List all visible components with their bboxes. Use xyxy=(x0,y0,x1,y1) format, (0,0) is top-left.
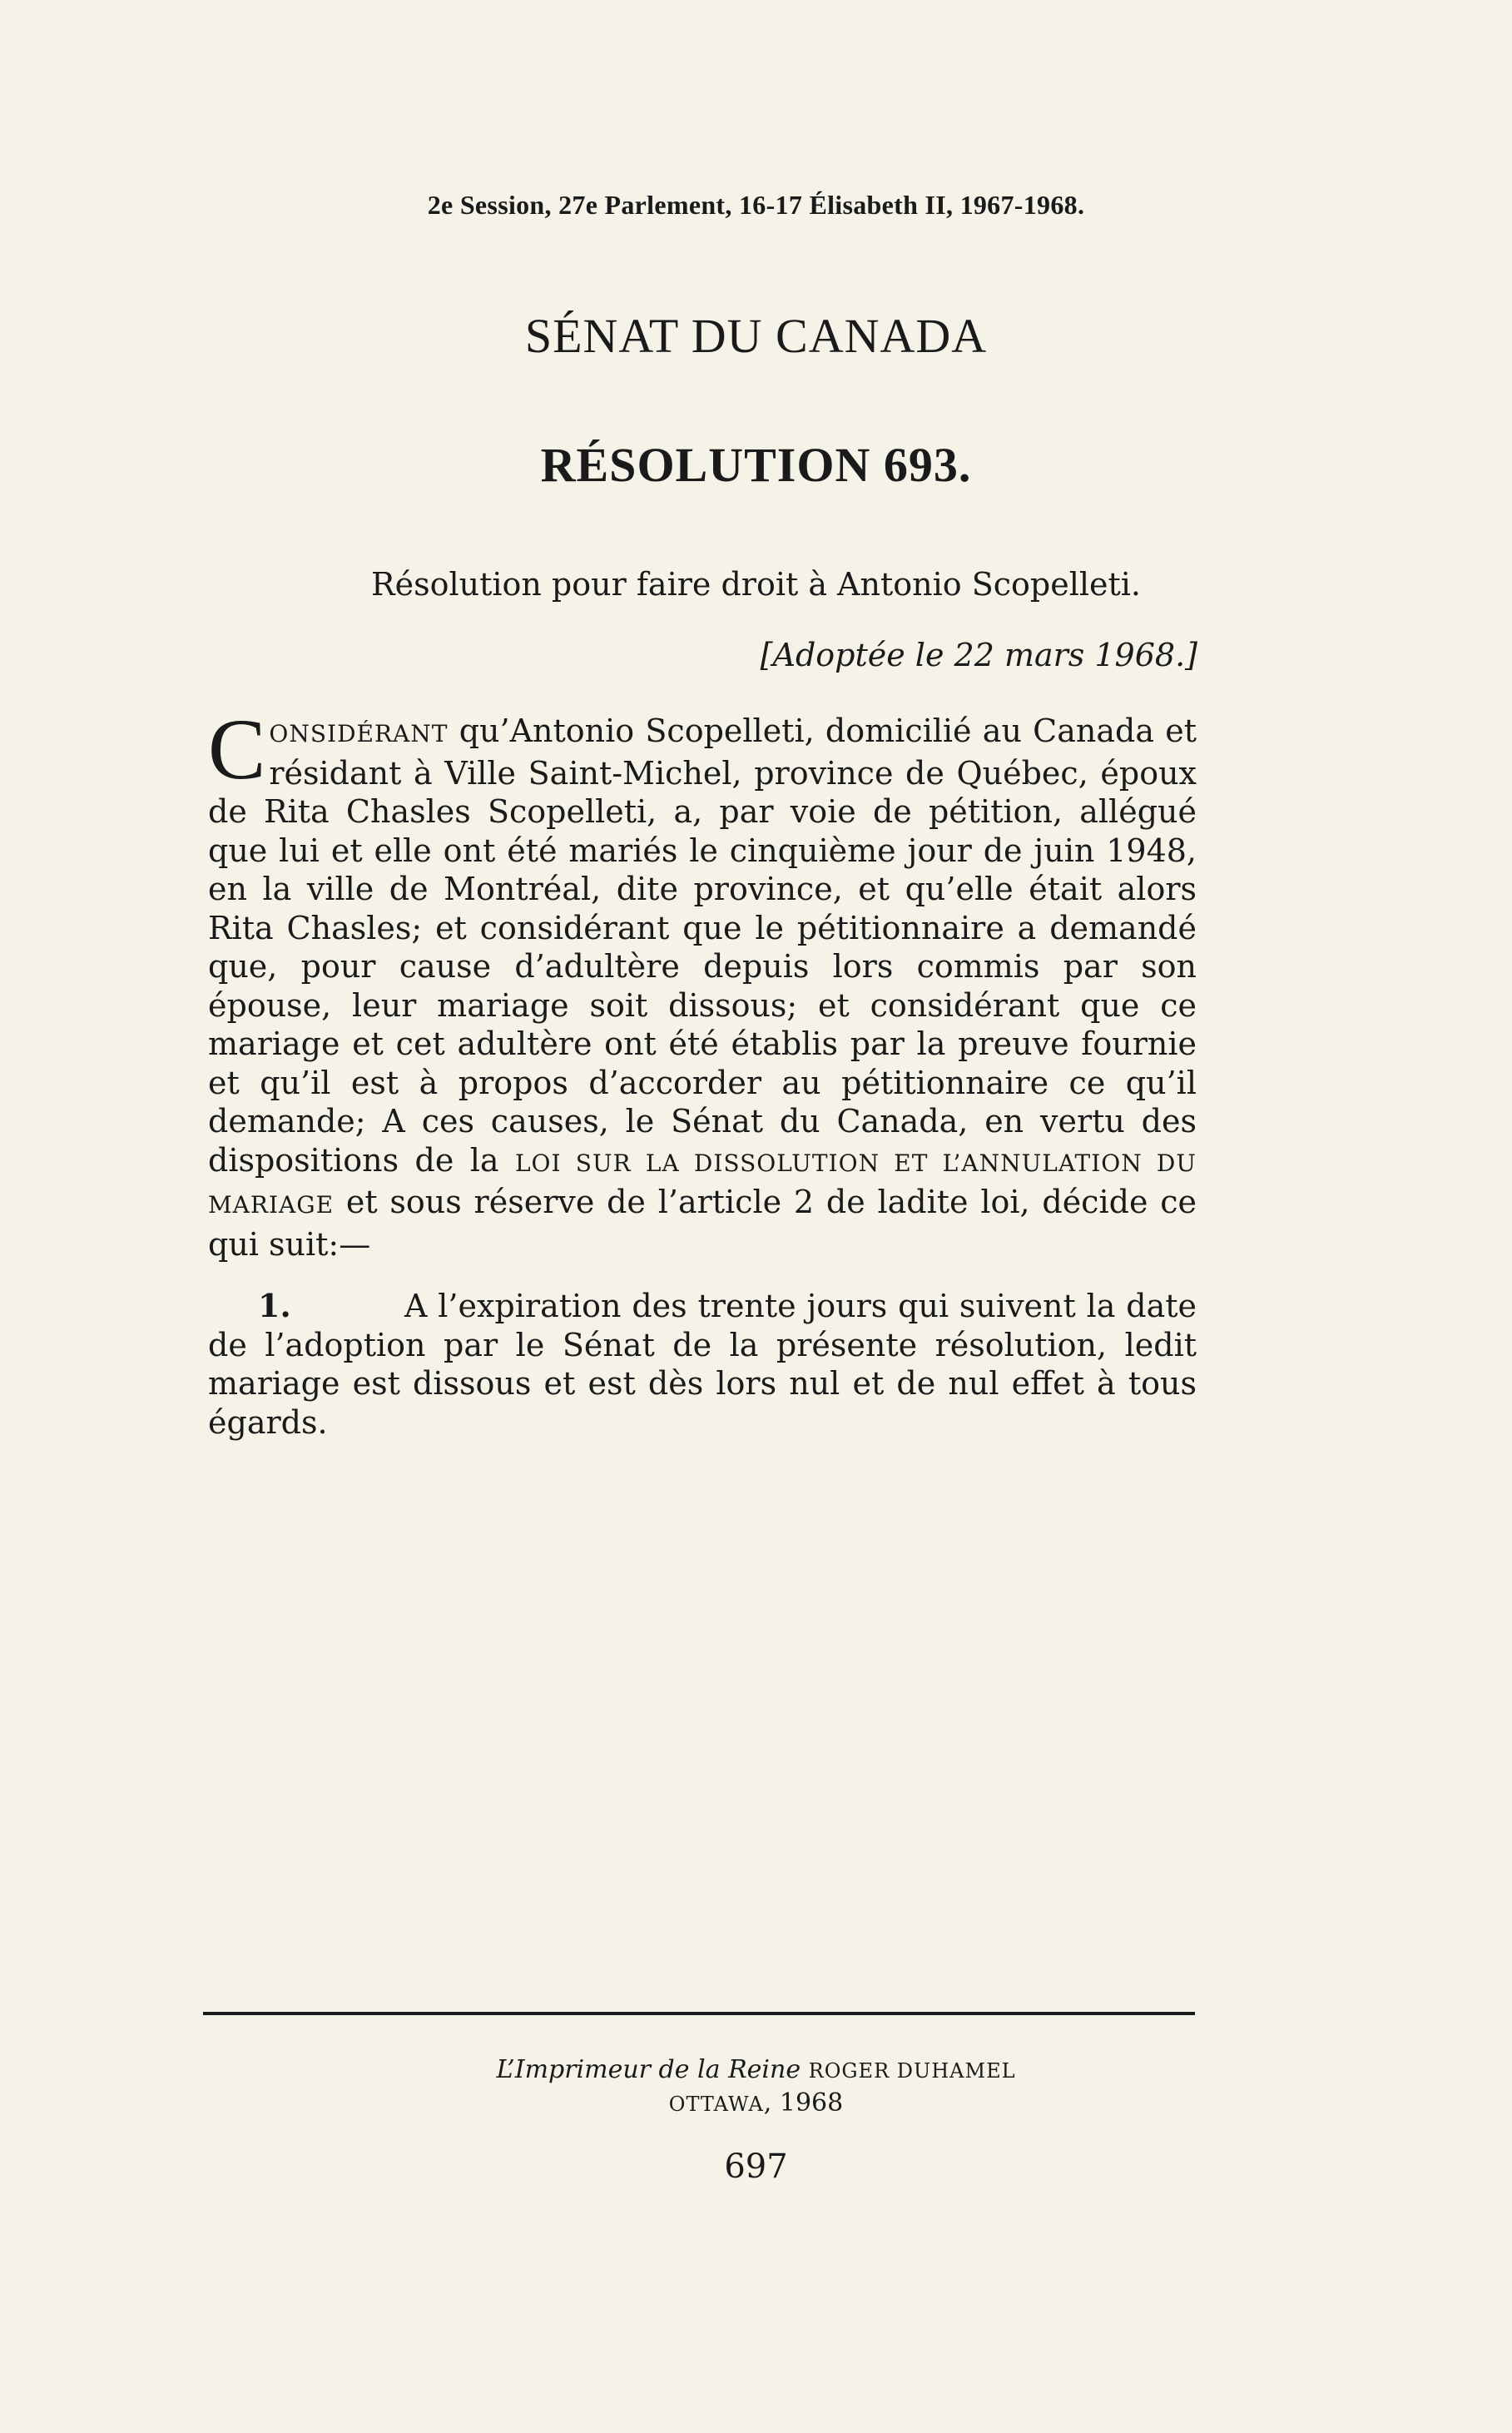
senate-heading: SÉNAT DU CANADA xyxy=(524,309,988,363)
city: OTTAWA xyxy=(668,2093,764,2116)
resolution-short-title: Résolution pour faire droit à Antonio Scopelleti. xyxy=(370,566,1142,603)
clause-number: 1. xyxy=(258,1287,291,1324)
opening-word: ONSIDÉRANT xyxy=(269,720,449,747)
act-name: LOI SUR LA DISSOLUTION ET L’ANNULATION DU MARIAGE xyxy=(208,1149,1197,1219)
clause-1 xyxy=(208,1287,1197,1442)
session-header: 2e Session, 27e Parlement, 16-17 Élisabeth II, 1967-1968. xyxy=(427,190,1085,220)
page-number: 697 xyxy=(724,2147,788,2186)
preamble-text-1: qu’Antonio Scopelleti, domicilié au Canada et résidant à Ville Saint-Michel, province de Québec, époux de Rita Chasles Scopelleti, a, par voie de pétition, allégué que lui et elle ont été mariés le cinquième jour de juin 1948, en la ville de Montréal, dite province, et qu’elle était alors Rita Chasles; et considérant que le pétitionnaire a demandé que, pour cause d’adultère depuis lors commis par son épouse, leur mariage soit dissous; et considérant que ce mariage et cet adultère ont été établis par la preuve fournie et qu’il est à propos d’accorder au pétitionnaire ce qu’il demande; A ces causes, le Sénat du Canada, en vertu des dispositions de la xyxy=(208,713,1197,1179)
place-line xyxy=(0,2088,1512,2118)
drop-cap: C xyxy=(208,702,266,797)
preamble-text-2: et sous réserve de l’article 2 de ladite loi, décide ce qui suit:— xyxy=(208,1184,1197,1263)
printer-label: L’Imprimeur de la Reine xyxy=(496,2055,801,2084)
footer-rule xyxy=(203,2012,1195,2015)
clause-text: A l’expiration des trente jours qui suivent la date de l’adoption par le Sénat de la présente résolution, ledit mariage est dissous et est dès lors nul et de nul effet à tous égards. xyxy=(208,1288,1197,1441)
printer-line xyxy=(0,2055,1512,2084)
adoption-date: [Adoptée le 22 mars 1968.] xyxy=(760,637,1197,673)
preamble-paragraph xyxy=(208,702,1197,1264)
resolution-title: RÉSOLUTION 693. xyxy=(540,438,972,492)
printer-name: ROGER DUHAMEL xyxy=(808,2059,1016,2083)
year: , 1968 xyxy=(763,2088,844,2118)
